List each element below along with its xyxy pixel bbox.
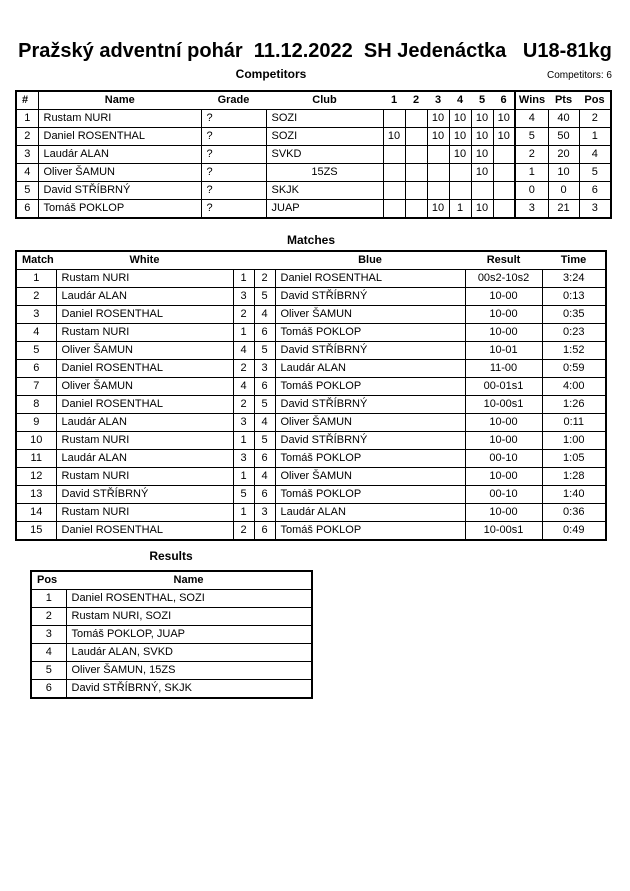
match-number: 14 [16,504,56,522]
score-cell [427,146,449,164]
competitor-pts: 10 [548,164,579,182]
white-seed: 5 [233,486,254,504]
white-name: Rustam NURI [56,324,233,342]
white-seed: 2 [233,306,254,324]
match-row [16,306,606,324]
match-row [16,270,606,288]
match-number: 2 [16,288,56,306]
blue-name: Tomáš POKLOP [275,324,465,342]
match-time: 0:49 [542,522,606,541]
match-result: 10-00 [465,306,542,324]
blue-seed: 4 [254,468,275,486]
col-header-name: Name [38,91,201,110]
blue-seed: 6 [254,522,275,541]
score-cell: 10 [471,146,493,164]
col-header-opp-4: 4 [449,91,471,110]
white-seed: 2 [233,522,254,541]
match-row [16,468,606,486]
match-row [16,396,606,414]
competitor-club: 15ZS [266,164,383,182]
competitors-count: Competitors: 6 [546,70,612,81]
competitor-club: SOZI [266,128,383,146]
blue-name: Oliver ŠAMUN [275,468,465,486]
match-time: 0:13 [542,288,606,306]
white-seed: 3 [233,414,254,432]
results-table [30,570,313,699]
competitor-club: JUAP [266,200,383,219]
match-row [16,450,606,468]
score-cell: 10 [427,200,449,219]
result-pos: 2 [31,608,66,626]
competitors-header-row [16,91,611,110]
white-seed: 1 [233,270,254,288]
white-name: Daniel ROSENTHAL [56,360,233,378]
col-header-grade: Grade [201,91,266,110]
result-name: David STŘÍBRNÝ, SKJK [66,680,312,699]
competitor-wins: 5 [515,128,548,146]
col-header-pos: Pos [579,91,611,110]
match-time: 1:28 [542,468,606,486]
competitor-wins: 3 [515,200,548,219]
white-name: Rustam NURI [56,468,233,486]
match-result: 10-00 [465,324,542,342]
col-header-opp-2: 2 [405,91,427,110]
competitor-name: Rustam NURI [38,110,201,128]
match-number: 3 [16,306,56,324]
match-row [16,342,606,360]
blue-name: Tomáš POKLOP [275,450,465,468]
blue-seed: 5 [254,432,275,450]
competitor-row [16,182,611,200]
match-row [16,414,606,432]
blue-name: Laudár ALAN [275,504,465,522]
result-row [31,680,312,699]
white-name: Oliver ŠAMUN [56,378,233,396]
col-header-blue-seed [254,251,275,270]
result-name: Laudár ALAN, SVKD [66,644,312,662]
white-name: Daniel ROSENTHAL [56,396,233,414]
match-time: 1:40 [542,486,606,504]
competitor-grade: ? [201,128,266,146]
matches-heading: Matches [286,233,336,247]
result-row [31,608,312,626]
match-time: 0:36 [542,504,606,522]
blue-seed: 3 [254,360,275,378]
matches-header-row [16,251,606,270]
col-header-opp-1: 1 [383,91,405,110]
score-cell: 10 [427,110,449,128]
white-seed: 3 [233,288,254,306]
white-seed: 3 [233,450,254,468]
competitor-row [16,164,611,182]
competitor-row [16,146,611,164]
match-number: 15 [16,522,56,541]
result-pos: 6 [31,680,66,699]
score-cell: 10 [471,164,493,182]
competitor-pos: 4 [579,146,611,164]
match-result: 00-10 [465,486,542,504]
match-number: 9 [16,414,56,432]
match-number: 12 [16,468,56,486]
col-header-white: White [56,251,233,270]
score-cell [383,110,405,128]
white-seed: 1 [233,504,254,522]
col-header-match: Match [16,251,56,270]
competitor-grade: ? [201,164,266,182]
result-pos: 5 [31,662,66,680]
match-result: 10-01 [465,342,542,360]
match-time: 0:23 [542,324,606,342]
competitors-table [15,90,612,219]
white-name: Laudár ALAN [56,450,233,468]
competitor-pts: 21 [548,200,579,219]
match-time: 1:26 [542,396,606,414]
col-header-pts: Pts [548,91,579,110]
competitor-name: Laudár ALAN [38,146,201,164]
blue-name: David STŘÍBRNÝ [275,342,465,360]
match-result: 00-01s1 [465,378,542,396]
competitor-pos: 3 [579,200,611,219]
competitor-number: 2 [16,128,38,146]
score-cell: 10 [493,128,515,146]
score-cell [405,164,427,182]
match-result: 10-00s1 [465,396,542,414]
result-row [31,590,312,608]
competitor-pts: 50 [548,128,579,146]
score-cell: 10 [471,128,493,146]
competitor-name: David STŘÍBRNÝ [38,182,201,200]
blue-seed: 4 [254,414,275,432]
match-result: 00-10 [465,450,542,468]
match-result: 00s2-10s2 [465,270,542,288]
competitor-row [16,128,611,146]
score-cell [427,182,449,200]
blue-name: Laudár ALAN [275,360,465,378]
competitor-number: 1 [16,110,38,128]
competitor-name: Daniel ROSENTHAL [38,128,201,146]
match-row [16,378,606,396]
blue-name: Oliver ŠAMUN [275,306,465,324]
white-name: Laudár ALAN [56,414,233,432]
competitor-club: SKJK [266,182,383,200]
match-result: 11-00 [465,360,542,378]
result-row [31,644,312,662]
competitor-grade: ? [201,200,266,219]
competitor-wins: 4 [515,110,548,128]
white-seed: 2 [233,360,254,378]
white-seed: 1 [233,468,254,486]
white-name: David STŘÍBRNÝ [56,486,233,504]
score-cell: 10 [427,128,449,146]
score-cell [405,146,427,164]
competitor-grade: ? [201,146,266,164]
match-time: 0:35 [542,306,606,324]
matches-table [15,250,607,541]
blue-name: Oliver ŠAMUN [275,414,465,432]
score-cell [383,164,405,182]
score-cell [471,182,493,200]
match-number: 8 [16,396,56,414]
col-header-blue: Blue [275,251,465,270]
blue-seed: 6 [254,450,275,468]
blue-seed: 3 [254,504,275,522]
match-time: 4:00 [542,378,606,396]
white-seed: 4 [233,378,254,396]
match-number: 10 [16,432,56,450]
result-name: Oliver ŠAMUN, 15ZS [66,662,312,680]
white-name: Rustam NURI [56,432,233,450]
competitor-name: Oliver ŠAMUN [38,164,201,182]
score-cell: 10 [471,110,493,128]
competitor-wins: 2 [515,146,548,164]
results-header-row [31,571,312,590]
blue-seed: 5 [254,396,275,414]
score-cell [449,164,471,182]
score-cell [493,164,515,182]
competitor-pos: 1 [579,128,611,146]
result-name: Daniel ROSENTHAL, SOZI [66,590,312,608]
match-number: 11 [16,450,56,468]
match-number: 6 [16,360,56,378]
col-header-name: Name [66,571,312,590]
score-cell [405,182,427,200]
match-number: 1 [16,270,56,288]
blue-name: David STŘÍBRNÝ [275,288,465,306]
white-seed: 1 [233,324,254,342]
competitor-wins: 0 [515,182,548,200]
score-cell: 10 [449,110,471,128]
white-name: Laudár ALAN [56,288,233,306]
col-header-opp-5: 5 [471,91,493,110]
result-name: Tomáš POKLOP, JUAP [66,626,312,644]
score-cell [493,182,515,200]
match-time: 3:24 [542,270,606,288]
blue-name: David STŘÍBRNÝ [275,396,465,414]
match-row [16,360,606,378]
match-time: 0:59 [542,360,606,378]
match-result: 10-00 [465,432,542,450]
competitor-pos: 6 [579,182,611,200]
match-row [16,324,606,342]
score-cell [383,182,405,200]
match-number: 7 [16,378,56,396]
score-cell [383,146,405,164]
score-cell [493,146,515,164]
competitor-number: 4 [16,164,38,182]
white-seed: 4 [233,342,254,360]
score-cell: 10 [471,200,493,219]
match-row [16,522,606,541]
score-cell: 10 [449,128,471,146]
col-header-result: Result [465,251,542,270]
competitor-number: 6 [16,200,38,219]
blue-seed: 2 [254,270,275,288]
blue-name: David STŘÍBRNÝ [275,432,465,450]
score-cell [493,200,515,219]
col-header-opp-3: 3 [427,91,449,110]
blue-name: Daniel ROSENTHAL [275,270,465,288]
col-header-pos: Pos [31,571,66,590]
match-result: 10-00 [465,468,542,486]
match-time: 1:05 [542,450,606,468]
match-time: 0:11 [542,414,606,432]
blue-seed: 6 [254,324,275,342]
blue-name: Tomáš POKLOP [275,522,465,541]
result-name: Rustam NURI, SOZI [66,608,312,626]
result-pos: 4 [31,644,66,662]
score-cell [383,200,405,219]
score-cell: 10 [493,110,515,128]
competitor-wins: 1 [515,164,548,182]
blue-seed: 5 [254,288,275,306]
competitor-pos: 5 [579,164,611,182]
competitors-heading: Competitors [235,67,307,81]
match-row [16,432,606,450]
white-name: Rustam NURI [56,270,233,288]
white-name: Daniel ROSENTHAL [56,522,233,541]
competitor-grade: ? [201,182,266,200]
score-cell [427,164,449,182]
match-result: 10-00 [465,288,542,306]
blue-seed: 4 [254,306,275,324]
score-cell [405,200,427,219]
score-cell: 10 [383,128,405,146]
match-time: 1:52 [542,342,606,360]
match-row [16,504,606,522]
col-header-club: Club [266,91,383,110]
white-name: Daniel ROSENTHAL [56,306,233,324]
score-cell: 10 [449,146,471,164]
competitor-grade: ? [201,110,266,128]
col-header-wins: Wins [515,91,548,110]
competitor-pts: 0 [548,182,579,200]
competitor-club: SOZI [266,110,383,128]
page-title: Pražský adventní pohár 11.12.2022 SH Jedenáctka U18-81kg [18,40,612,62]
white-seed: 2 [233,396,254,414]
competitor-number: 3 [16,146,38,164]
match-number: 5 [16,342,56,360]
blue-seed: 6 [254,378,275,396]
col-header-time: Time [542,251,606,270]
match-result: 10-00 [465,504,542,522]
white-name: Oliver ŠAMUN [56,342,233,360]
col-header-number: # [16,91,38,110]
blue-name: Tomáš POKLOP [275,378,465,396]
result-pos: 3 [31,626,66,644]
competitor-club: SVKD [266,146,383,164]
match-row [16,288,606,306]
score-cell [405,128,427,146]
match-number: 4 [16,324,56,342]
competitor-pts: 20 [548,146,579,164]
col-header-opp-6: 6 [493,91,515,110]
competitor-pos: 2 [579,110,611,128]
blue-seed: 5 [254,342,275,360]
competitor-row [16,200,611,219]
competitor-row [16,110,611,128]
blue-seed: 6 [254,486,275,504]
competitor-number: 5 [16,182,38,200]
competitor-pts: 40 [548,110,579,128]
score-cell [449,182,471,200]
results-heading: Results [149,549,193,563]
match-time: 1:00 [542,432,606,450]
blue-name: Tomáš POKLOP [275,486,465,504]
white-seed: 1 [233,432,254,450]
col-header-white-seed [233,251,254,270]
match-number: 13 [16,486,56,504]
competitor-name: Tomáš POKLOP [38,200,201,219]
score-cell: 1 [449,200,471,219]
result-pos: 1 [31,590,66,608]
score-cell [405,110,427,128]
result-row [31,626,312,644]
match-row [16,486,606,504]
match-result: 10-00s1 [465,522,542,541]
match-result: 10-00 [465,414,542,432]
result-row [31,662,312,680]
white-name: Rustam NURI [56,504,233,522]
